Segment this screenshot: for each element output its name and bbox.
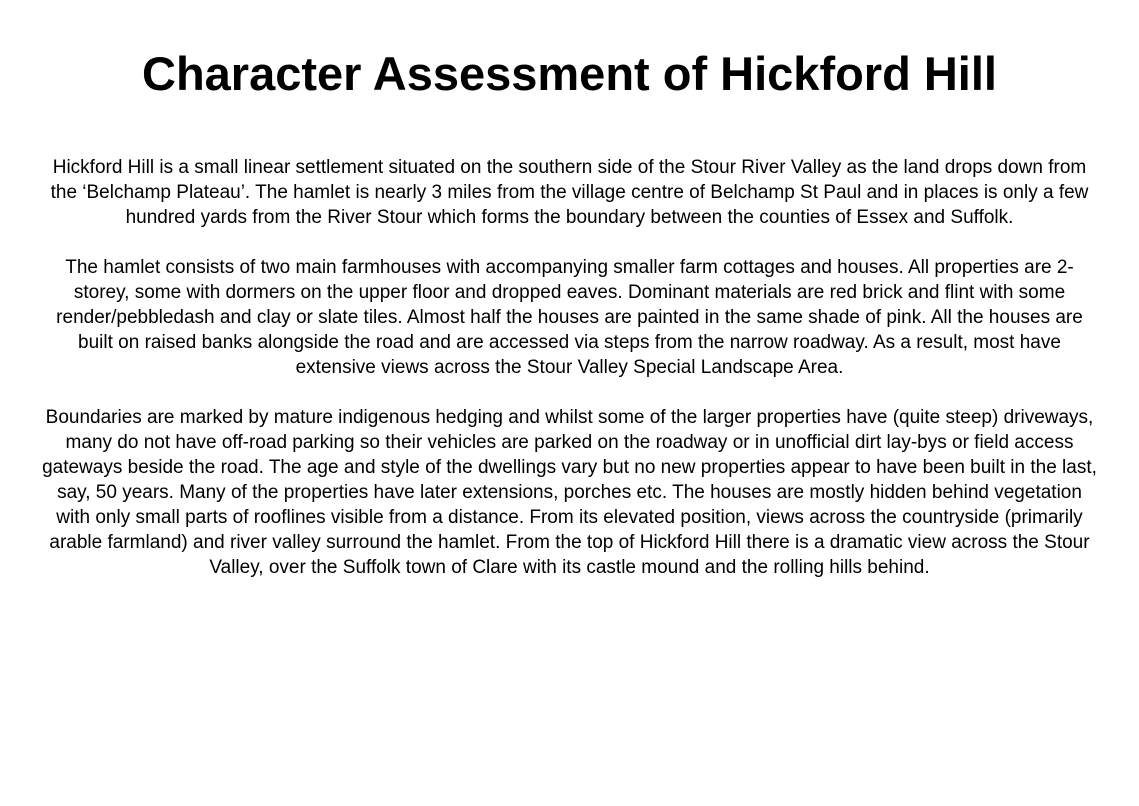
- paragraph-intro: Hickford Hill is a small linear settlement situated on the southern side of the Stour River Valley as the land drops down from the ‘Belchamp Plateau’. The hamlet is nearly 3 miles from the village centre of Belchamp St Paul and in places is only a few hundred yards from the River Stour which forms the boundary between the counties of Essex and Suffolk.: [50, 157, 1089, 228]
- document-body: [38, 155, 1101, 605]
- page-title: Character Assessment of Hickford Hill: [142, 47, 997, 100]
- paragraph-properties: The hamlet consists of two main farmhouses with accompanying smaller farm cottages and houses. All properties are 2-storey, some with dormers on the upper floor and dropped eaves. Dominant materials are red brick and flint with some render/pebbledash and clay or slate tiles. Almost half the houses are painted in the same shade of pink. All the houses are built on raised banks alongside the road and are accessed via steps from the narrow roadway. As a result, most have extensive views across the Stour Valley Special Landscape Area.: [56, 257, 1083, 378]
- paragraph-boundaries: Boundaries are marked by mature indigenous hedging and whilst some of the larger properties have (quite steep) driveways, many do not have off-road parking so their vehicles are parked on the roadway or in unofficial dirt lay-bys or field access gateways beside the road. The age and style of the dwellings vary but no new properties appear to have been built in the last, say, 50 years. Many of the properties have later extensions, porches etc. The houses are mostly hidden behind vegetation with only small parts of rooflines visible from a distance. From its elevated position, views across the countryside (primarily arable farmland) and river valley surround the hamlet. From the top of Hickford Hill there is a dramatic view across the Stour Valley, over the Suffolk town of Clare with its castle mound and the rolling hills behind.: [42, 407, 1097, 578]
